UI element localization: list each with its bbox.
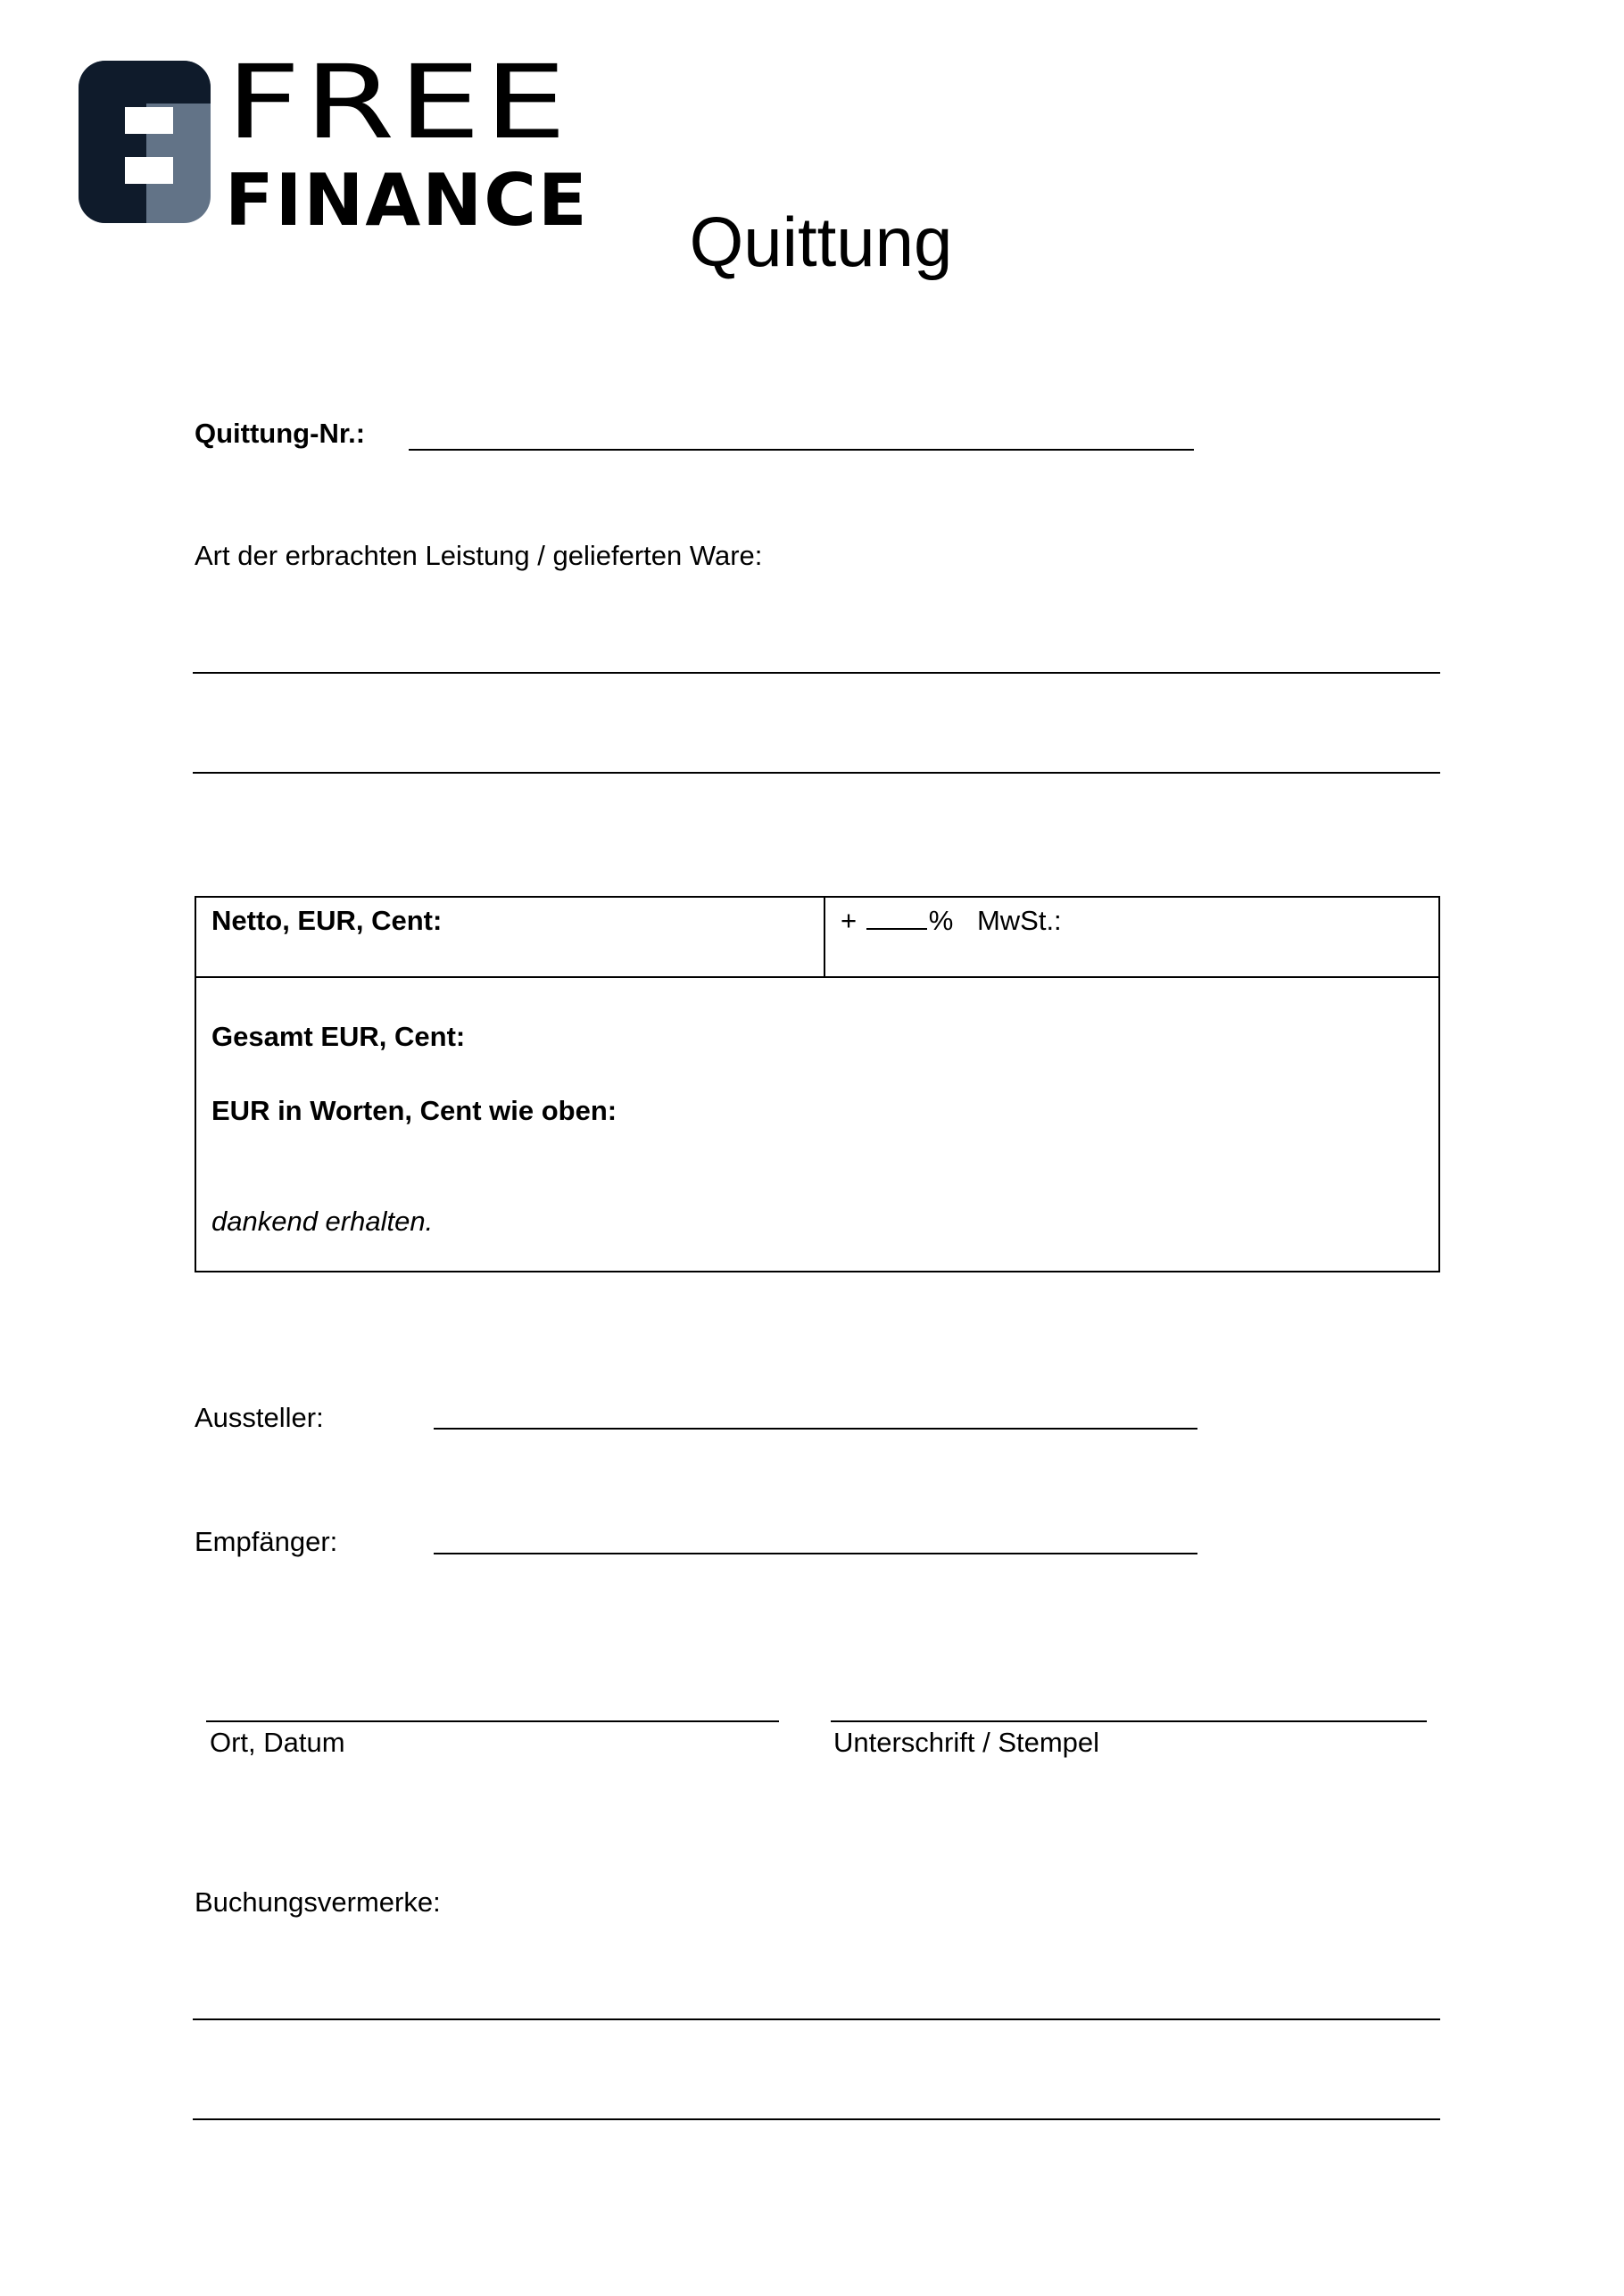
total-amount-label: Gesamt EUR, Cent:: [211, 1021, 466, 1052]
received-note: dankend erhalten.: [211, 1206, 434, 1237]
issuer-label: Aussteller:: [195, 1402, 324, 1433]
booking-notes-line-2[interactable]: [193, 2118, 1440, 2120]
vat-percent-field[interactable]: [866, 908, 927, 930]
service-description-line-1[interactable]: [193, 672, 1440, 674]
place-date-field[interactable]: [206, 1720, 779, 1722]
booking-notes-line-1[interactable]: [193, 2018, 1440, 2020]
signature-label: Unterschrift / Stempel: [833, 1727, 1100, 1758]
issuer-field[interactable]: [434, 1428, 1197, 1430]
vat-label: MwSt.:: [976, 905, 1062, 936]
vat-percent-sign: %: [928, 905, 954, 936]
vat-row: [841, 907, 1062, 934]
service-description-line-2[interactable]: [193, 772, 1440, 774]
vat-plus: +: [841, 905, 858, 936]
net-amount-label: Netto, EUR, Cent:: [211, 905, 443, 936]
table-divider-horizontal: [196, 976, 1438, 978]
page-title: Quittung: [689, 203, 953, 281]
amount-table: [195, 896, 1440, 1272]
service-description-label: Art der erbrachten Leistung / gelieferten Ware:: [195, 540, 763, 571]
logo-text-finance: FINANCE: [225, 159, 589, 242]
place-date-label: Ort, Datum: [210, 1727, 345, 1758]
signature-field[interactable]: [831, 1720, 1427, 1722]
logo-text-free: FREE: [226, 43, 570, 162]
booking-notes-label: Buchungsvermerke:: [195, 1886, 441, 1918]
amount-in-words-label: EUR in Worten, Cent wie oben:: [211, 1095, 617, 1126]
free-finance-logo-icon: [79, 61, 211, 223]
receipt-number-field[interactable]: [409, 449, 1194, 451]
recipient-label: Empfänger:: [195, 1526, 338, 1557]
table-divider-vertical: [824, 898, 825, 976]
recipient-field[interactable]: [434, 1553, 1197, 1554]
receipt-number-label: Quittung-Nr.:: [195, 418, 366, 449]
